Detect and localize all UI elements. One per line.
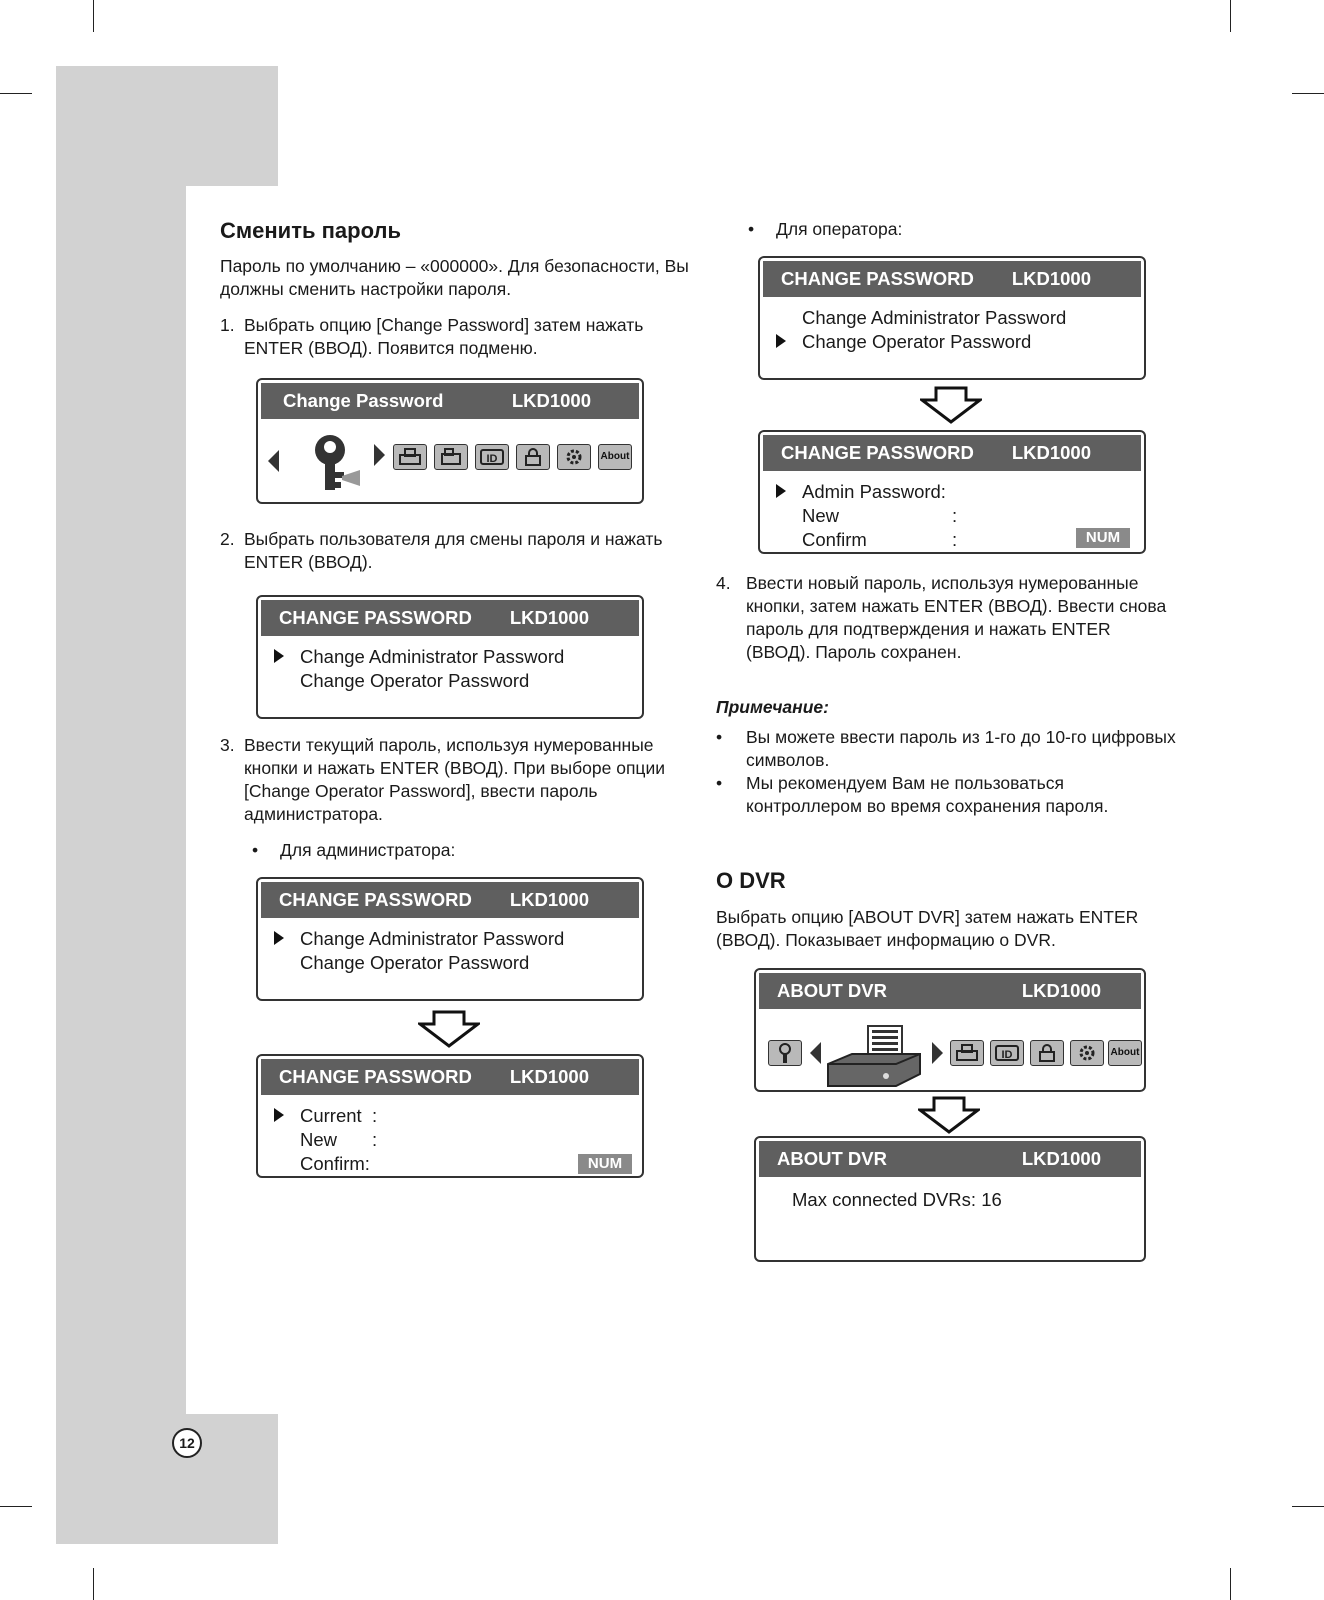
- crop-mark: [1292, 93, 1324, 94]
- crop-mark: [0, 1506, 32, 1507]
- option-operator-password: Change Operator Password: [802, 331, 1032, 352]
- osd-select-user: [256, 595, 644, 719]
- osd-title: CHANGE PASSWORD: [781, 268, 974, 289]
- current-label: Current: [300, 1105, 362, 1126]
- side-band: [56, 186, 186, 1416]
- osd-model: LKD1000: [1021, 1148, 1101, 1169]
- osd-header: [759, 1141, 1141, 1177]
- bullet-dot: •: [716, 727, 723, 747]
- step-number: 2.: [220, 529, 235, 549]
- osd-title: Change Password: [283, 390, 444, 411]
- dvr-device-icon: [824, 1024, 924, 1088]
- osd-admin-select: [256, 877, 644, 1001]
- new-label: New: [300, 1129, 338, 1150]
- id-icon: [475, 444, 509, 470]
- crop-mark: [1230, 1568, 1231, 1600]
- scroll-left-icon: [810, 1042, 821, 1064]
- crop-mark: [93, 0, 94, 32]
- crop-mark: [93, 1568, 94, 1600]
- intro-text: Пароль по умолчанию – «000000». Для безопасности, Вы должны сменить настройки пароля.: [220, 256, 689, 299]
- max-connected-dvrs: Max connected DVRs: 16: [792, 1189, 1002, 1210]
- option-admin-password: Change Administrator Password: [300, 646, 565, 667]
- selection-arrow-icon: [274, 1108, 284, 1122]
- osd-header: [261, 882, 639, 918]
- num-badge: NUM: [1076, 528, 1130, 548]
- confirm-label: Confirm:: [300, 1153, 370, 1174]
- colon: :: [952, 529, 958, 550]
- bullet-dot: •: [252, 840, 259, 860]
- step-1: [220, 314, 690, 360]
- note-2: [716, 772, 1176, 818]
- scroll-right-icon: [932, 1042, 943, 1064]
- osd-model: LKD1000: [509, 889, 589, 910]
- osd-header: [759, 973, 1141, 1009]
- step-number: 4.: [716, 573, 731, 593]
- selection-arrow-icon: [274, 931, 284, 945]
- svg-text:ID: ID: [486, 453, 498, 465]
- about-icon: About: [598, 444, 632, 470]
- osd-header: [763, 435, 1141, 471]
- option-admin-password: Change Administrator Password: [300, 928, 565, 949]
- step-text: Ввести новый пароль, используя нумерованные кнопки, затем нажать ENTER (ВВОД). Ввести снова пароль для подтверждения и нажать ENTER (ВВОД). Пароль сохранен.: [746, 573, 1167, 662]
- id-icon: [990, 1040, 1024, 1066]
- step-text: Выбрать опцию [Change Password] затем нажать ENTER (ВВОД). Появится подменю.: [244, 315, 644, 358]
- step-number: 3.: [220, 735, 235, 755]
- scroll-right-icon: [374, 444, 385, 466]
- new-label: New: [802, 505, 840, 526]
- section-heading-change-password: Сменить пароль: [220, 218, 401, 243]
- osd-current-password: [256, 1054, 644, 1178]
- bullet-admin: [252, 839, 682, 862]
- osd-header: [763, 261, 1141, 297]
- gear-icon: [1070, 1040, 1104, 1066]
- colon: :: [952, 505, 958, 526]
- osd-model: LKD1000: [511, 390, 591, 411]
- bullet-dot: •: [748, 219, 755, 239]
- osd-title: CHANGE PASSWORD: [781, 442, 974, 463]
- lock-icon: [516, 444, 550, 470]
- about-text: Выбрать опцию [ABOUT DVR] затем нажать ENTER (ВВОД). Показывает информацию о DVR.: [716, 907, 1139, 950]
- confirm-label: Confirm: [802, 529, 867, 550]
- side-band: [56, 66, 278, 186]
- colon: :: [372, 1105, 378, 1126]
- crop-mark: [1230, 0, 1231, 32]
- option-admin-password: Change Administrator Password: [802, 307, 1067, 328]
- osd-title: CHANGE PASSWORD: [279, 1066, 472, 1087]
- osd-header: [261, 383, 639, 419]
- bullet-operator: [748, 218, 1178, 241]
- bullet-text: Вы можете ввести пароль из 1-го до 10-го цифровых символов.: [746, 727, 1176, 770]
- about-icon: About: [1108, 1040, 1142, 1066]
- side-band: [56, 1414, 278, 1544]
- gear-icon: [557, 444, 591, 470]
- osd-model: LKD1000: [509, 1066, 589, 1087]
- admin-password-label: Admin Password:: [802, 481, 946, 502]
- osd-about-dvr-menu: [754, 968, 1146, 1092]
- crop-mark: [1292, 1506, 1324, 1507]
- osd-title: CHANGE PASSWORD: [279, 889, 472, 910]
- selection-arrow-icon: [274, 649, 284, 663]
- osd-header: [261, 1059, 639, 1095]
- scroll-left-icon: [268, 450, 279, 472]
- step-2: [220, 528, 690, 574]
- osd-model: LKD1000: [1011, 268, 1091, 289]
- crop-mark: [0, 93, 32, 94]
- osd-change-password-menu: [256, 378, 644, 504]
- key-icon: [768, 1040, 802, 1066]
- osd-title: ABOUT DVR: [777, 1148, 887, 1169]
- osd-model: LKD1000: [509, 607, 589, 628]
- printer-icon: [393, 444, 427, 470]
- option-operator-password: Change Operator Password: [300, 952, 530, 973]
- osd-model: LKD1000: [1021, 980, 1101, 1001]
- osd-operator-select: [758, 256, 1146, 380]
- down-arrow-icon: [418, 1010, 480, 1048]
- bullet-text: Для оператора:: [776, 219, 903, 239]
- step-number: 1.: [220, 315, 235, 335]
- selection-arrow-icon: [776, 484, 786, 498]
- option-operator-password: Change Operator Password: [300, 670, 530, 691]
- osd-about-dvr-info: [754, 1136, 1146, 1262]
- osd-model: LKD1000: [1011, 442, 1091, 463]
- bullet-dot: •: [716, 773, 723, 793]
- key-icon: [308, 432, 364, 494]
- num-badge: NUM: [578, 1154, 632, 1174]
- osd-header: [261, 600, 639, 636]
- step-text: Выбрать пользователя для смены пароля и нажать ENTER (ВВОД).: [244, 529, 663, 572]
- note-1: [716, 726, 1176, 772]
- section-heading-about-dvr: О DVR: [716, 868, 786, 893]
- bullet-text: Мы рекомендуем Вам не пользоваться контроллером во время сохранения пароля.: [746, 773, 1109, 816]
- osd-title: ABOUT DVR: [777, 980, 887, 1001]
- selection-arrow-icon: [776, 334, 786, 348]
- fax-icon: [434, 444, 468, 470]
- step-4: [716, 572, 1176, 664]
- osd-admin-password: [758, 430, 1146, 554]
- step-3: [220, 734, 690, 826]
- svg-text:ID: ID: [1001, 1049, 1013, 1061]
- note-title: Примечание:: [716, 697, 829, 717]
- colon: :: [372, 1129, 378, 1150]
- printer-icon: [950, 1040, 984, 1066]
- lock-icon: [1030, 1040, 1064, 1066]
- page-number: 12: [172, 1428, 202, 1458]
- down-arrow-icon: [918, 1096, 980, 1134]
- down-arrow-icon: [920, 386, 982, 424]
- osd-title: CHANGE PASSWORD: [279, 607, 472, 628]
- step-text: Ввести текущий пароль, используя нумерованные кнопки и нажать ENTER (ВВОД). При выборе опции [Change Operator Password], ввести пароль администратора.: [244, 735, 665, 824]
- bullet-text: Для администратора:: [280, 840, 456, 860]
